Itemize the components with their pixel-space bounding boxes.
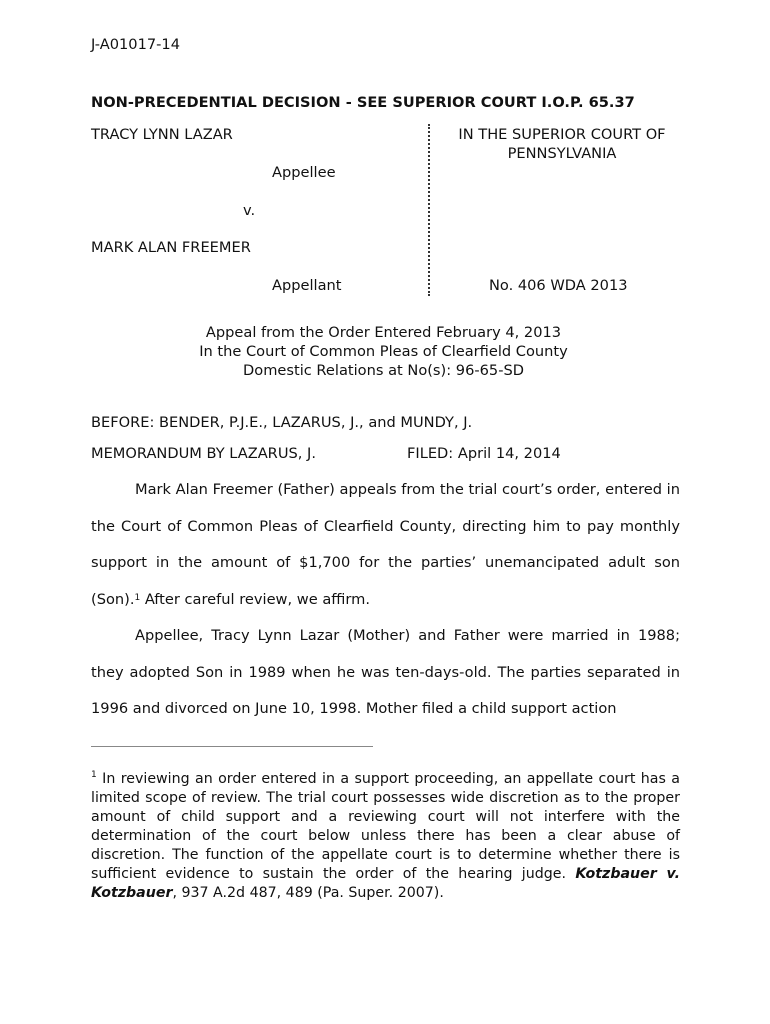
versus: v. xyxy=(243,202,256,219)
document-id: J-A01017-14 xyxy=(91,36,180,53)
filed-date: FILED: April 14, 2014 xyxy=(407,445,561,462)
appeal-line2: In the Court of Common Pleas of Clearfield County xyxy=(199,343,568,360)
decision-heading: NON-PRECEDENTIAL DECISION - SEE SUPERIOR COURT I.O.P. 65.37 xyxy=(91,94,635,111)
appeal-line3: Domestic Relations at No(s): 96-65-SD xyxy=(243,362,524,379)
body-paragraph-1-text: Mark Alan Freemer (Father) appeals from the trial court’s order, entered in the Court of Common Pleas of Clearfield County, directing him to pay monthly support in the amount of $1,700 for the parties’ unemancipated adult son (Son). xyxy=(91,481,680,608)
party2-role: Appellant xyxy=(272,277,342,294)
memorandum-author: MEMORANDUM BY LAZARUS, J. xyxy=(91,445,316,462)
appeal-line1: Appeal from the Order Entered February 4, 2013 xyxy=(205,324,562,341)
body-paragraph-1-tail: After careful review, we affirm. xyxy=(140,590,370,608)
caption-divider xyxy=(428,124,430,296)
footnote-separator xyxy=(91,746,373,747)
party2-name: MARK ALAN FREEMER xyxy=(91,239,251,256)
footnote-ref-1[interactable]: 1 xyxy=(134,592,141,603)
footnote-number: 1 xyxy=(91,770,97,780)
docket-number: No. 406 WDA 2013 xyxy=(489,277,628,294)
footnote-case-name: Kotzbauer v. Kotzbauer xyxy=(91,866,680,901)
footnote-text: In reviewing an order entered in a support proceeding, an appellate court has a limited scope of review. The trial court possesses wide discretion as to the proper amount of child support and a reviewing court will not interfere with the determination of the court below unless there has been a clear abuse of discretion. The function of the appellate court is to determine whether there is sufficient evidence to sustain the order of the hearing judge. xyxy=(91,771,680,882)
court-name-line2: PENNSYLVANIA xyxy=(507,145,617,162)
body-paragraph-2: Appellee, Tracy Lynn Lazar (Mother) and Father were married in 1988; they adopted Son in 1989 when he was ten-days-old. The parties separated in 1996 and divorced on June 10, 1998. Mother filed a child support action xyxy=(91,627,680,718)
party1-name: TRACY LYNN LAZAR xyxy=(91,126,233,143)
party1-role: Appellee xyxy=(272,164,336,181)
court-name-line1: IN THE SUPERIOR COURT OF xyxy=(458,126,666,143)
footnote-1 xyxy=(91,770,680,903)
before-panel: BEFORE: BENDER, P.J.E., LAZARUS, J., and MUNDY, J. xyxy=(91,414,473,431)
body-paragraph-1 xyxy=(91,472,680,618)
footnote-citation: , 937 A.2d 487, 489 (Pa. Super. 2007). xyxy=(172,885,444,901)
